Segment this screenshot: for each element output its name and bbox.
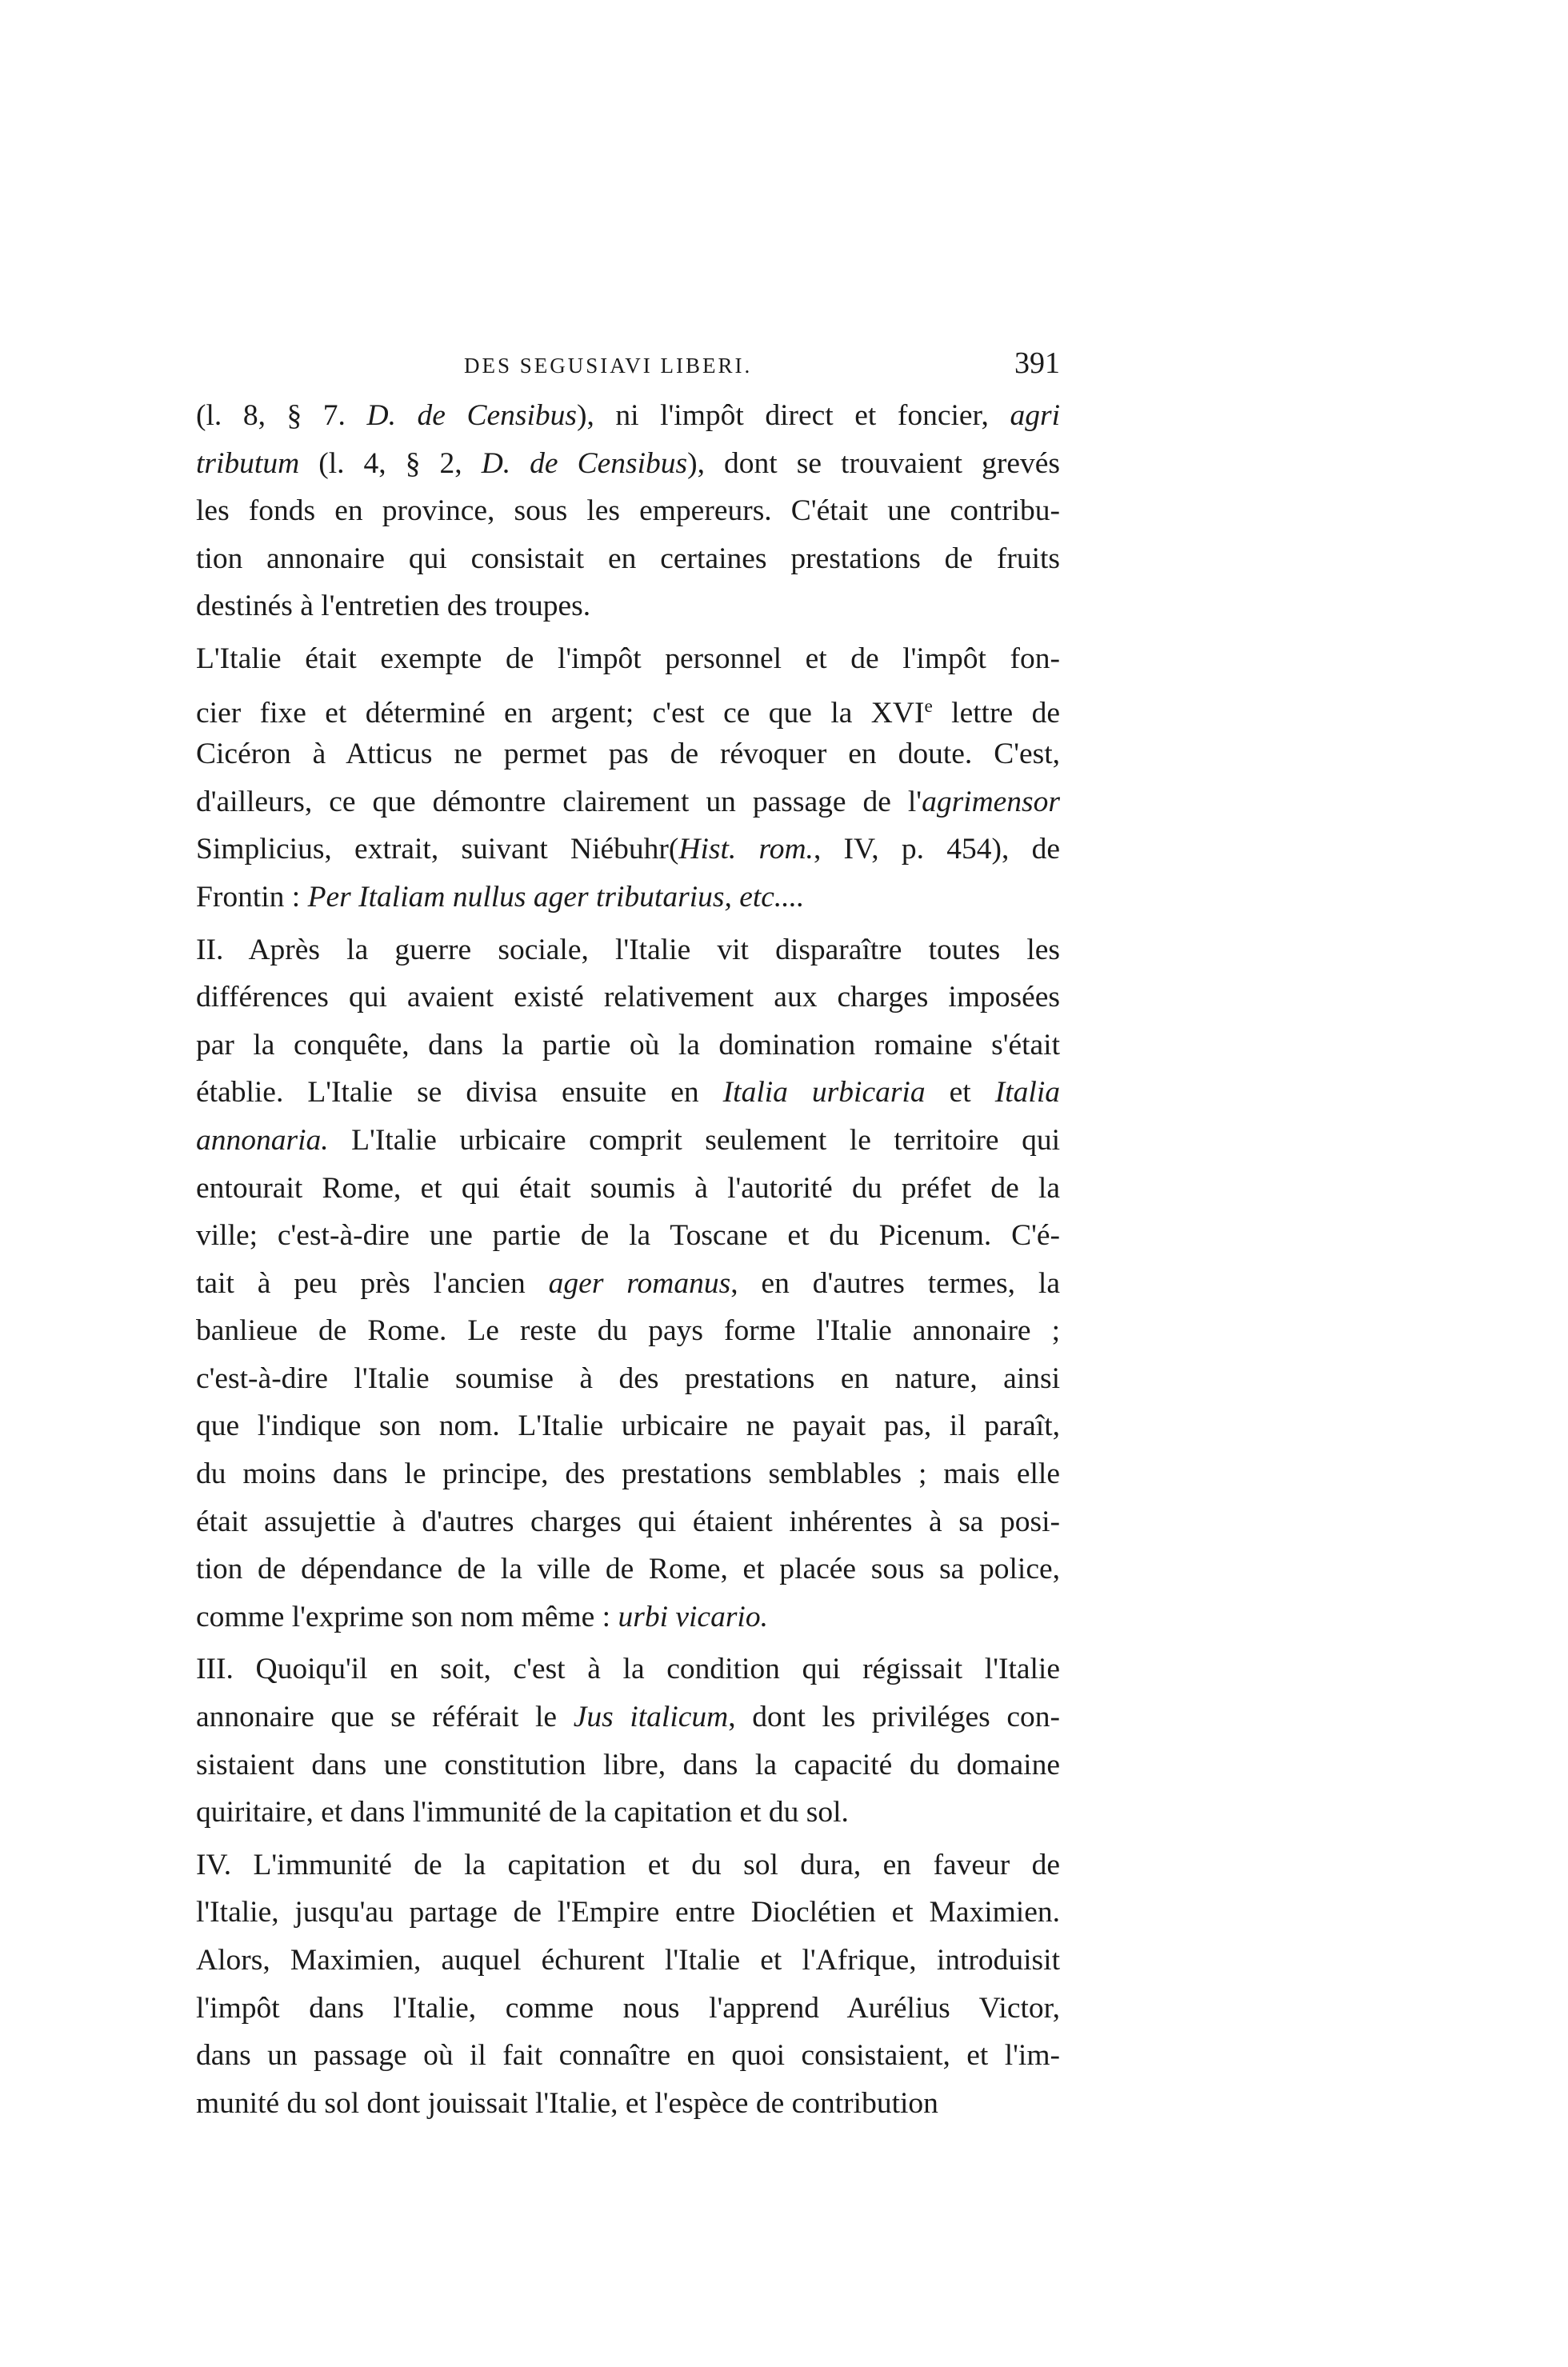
text-line <box>196 1841 1060 1889</box>
superscript: e <box>924 695 933 717</box>
text-line <box>196 487 1060 535</box>
text-line <box>196 778 1060 826</box>
paragraph <box>196 926 1060 1641</box>
text-line <box>196 635 1060 683</box>
text-run: lettre de <box>932 696 1060 730</box>
text-run: c'est-à-dire l'Italie soumise à des prestations en nature, ainsi <box>196 1361 1060 1395</box>
text-run: du moins dans le principe, des prestations semblables ; mais elle <box>196 1457 1060 1491</box>
text-line <box>196 1402 1060 1450</box>
text-run: dans un passage où il fait connaître en quoi consistaient, et l'im- <box>196 2039 1060 2073</box>
text-run: ville; c'est-à-dire une partie de la Toscane et du Picenum. C'é- <box>196 1219 1060 1253</box>
text-line <box>196 1307 1060 1355</box>
text-run: différences qui avaient existé relativement aux charges imposées <box>196 981 1060 1014</box>
text-line <box>196 1645 1060 1693</box>
italic-text: annonaria. <box>196 1123 329 1157</box>
text-line <box>196 1450 1060 1498</box>
italic-text: agrimensor <box>922 785 1060 818</box>
text-line <box>196 1355 1060 1403</box>
text-line <box>196 440 1060 488</box>
text-run: annonaire que se référait le <box>196 1701 574 1734</box>
italic-text: tributum <box>196 446 300 480</box>
text-line <box>196 1545 1060 1593</box>
text-run: Simplicius, extrait, suivant Niébuhr( <box>196 833 679 866</box>
text-run: L'Italie était exempte de l'impôt personnel et de l'impôt fon- <box>196 642 1060 675</box>
text-line <box>196 1741 1060 1789</box>
text-line <box>196 1117 1060 1165</box>
italic-text: D. de Censibus <box>481 446 688 480</box>
page-header <box>196 346 1060 394</box>
text-line <box>196 535 1060 583</box>
italic-text: urbi vicario. <box>618 1600 768 1633</box>
text-line <box>196 392 1060 440</box>
italic-text: Jus italicum <box>573 1701 729 1734</box>
text-line <box>196 2032 1060 2080</box>
italic-text: ager romanus <box>548 1266 731 1300</box>
text-run: l'impôt dans l'Italie, comme nous l'apprend Aurélius Victor, <box>196 1991 1060 2025</box>
text-run: comme l'exprime son nom même : <box>196 1600 618 1633</box>
text-line <box>196 683 1060 731</box>
text-run: banlieue de Rome. Le reste du pays forme l'Italie annonaire ; <box>196 1314 1060 1348</box>
text-line <box>196 1165 1060 1213</box>
running-head: DES SEGUSIAVI LIBERI. <box>464 354 753 378</box>
text-run: ), dont se trouvaient grevés <box>687 446 1060 480</box>
body-text <box>196 392 1060 2127</box>
text-line <box>196 2080 1060 2128</box>
text-run: Cicéron à Atticus ne permet pas de révoquer en doute. C'est, <box>196 738 1060 771</box>
page-number: 391 <box>1014 346 1060 380</box>
text-run: munité du sol dont jouissait l'Italie, et l'espèce de contribution <box>196 2086 938 2120</box>
text-run: cier fixe et déterminé en argent; c'est ce que la XVI <box>196 696 925 730</box>
text-run: d'ailleurs, ce que démontre clairement un passage de l' <box>196 785 922 818</box>
text-line <box>196 1985 1060 2033</box>
text-run: entourait Rome, et qui était soumis à l'autorité du préfet de la <box>196 1171 1060 1205</box>
text-line <box>196 1937 1060 1985</box>
text-run: l'Italie, jusqu'au partage de l'Empire entre Dioclétien et Maximien. <box>196 1896 1060 1929</box>
text-run: , en d'autres termes, la <box>730 1266 1060 1300</box>
italic-text: Italia <box>994 1076 1060 1110</box>
text-run: Alors, Maximien, auquel échurent l'Italie et l'Afrique, introduisit <box>196 1944 1060 1977</box>
text-line <box>196 1260 1060 1308</box>
text-run: , dont les priviléges con- <box>728 1701 1060 1734</box>
text-line <box>196 1789 1060 1837</box>
text-run: (l. 4, § 2, <box>299 446 482 480</box>
text-run: tait à peu près l'ancien <box>196 1266 549 1300</box>
italic-text: Italia urbicaria <box>722 1076 926 1110</box>
text-line <box>196 926 1060 974</box>
text-run: quiritaire, et dans l'immunité de la capitation et du sol. <box>196 1796 849 1829</box>
text-line <box>196 1022 1060 1070</box>
text-run: était assujettie à d'autres charges qui étaient inhérentes à sa posi- <box>196 1505 1060 1538</box>
text-run: ), ni l'impôt direct et foncier, <box>576 399 1010 432</box>
text-run: et <box>925 1076 995 1110</box>
text-run: Frontin : <box>196 880 308 914</box>
text-line <box>196 826 1060 874</box>
italic-text: agri <box>1010 399 1060 432</box>
text-run: tion annonaire qui consistait en certaines prestations de fruits <box>196 542 1060 575</box>
text-line <box>196 1593 1060 1641</box>
text-run: que l'indique son nom. L'Italie urbicaire ne payait pas, il paraît, <box>196 1409 1060 1443</box>
text-run: II. Après la guerre sociale, l'Italie vit disparaître toutes les <box>196 933 1060 966</box>
text-line <box>196 1889 1060 1937</box>
text-run: tion de dépendance de la ville de Rome, et placée sous sa police, <box>196 1553 1060 1586</box>
paragraph <box>196 392 1060 630</box>
text-run: les fonds en province, sous les empereurs. C'était une contribu- <box>196 494 1060 528</box>
text-run: par la conquête, dans la partie où la domination romaine s'était <box>196 1028 1060 1062</box>
text-line <box>196 730 1060 778</box>
paragraph <box>196 1645 1060 1836</box>
italic-text: Hist. rom. <box>678 833 814 866</box>
text-run: sistaient dans une constitution libre, dans la capacité du domaine <box>196 1748 1060 1781</box>
text-run: établie. L'Italie se divisa ensuite en <box>196 1076 723 1110</box>
text-run: (l. 8, § 7. <box>196 399 367 432</box>
text-line <box>196 1212 1060 1260</box>
text-line <box>196 582 1060 630</box>
text-run: L'Italie urbicaire comprit seulement le territoire qui <box>328 1123 1060 1157</box>
paragraph <box>196 635 1060 922</box>
italic-text: D. de Censibus <box>366 399 577 432</box>
text-line <box>196 874 1060 922</box>
text-run: , IV, p. 454), de <box>813 833 1061 866</box>
text-line <box>196 974 1060 1022</box>
text-line <box>196 1069 1060 1117</box>
text-line <box>196 1498 1060 1546</box>
italic-text: Per Italiam nullus ager tributarius, etc.... <box>307 880 805 914</box>
paragraph <box>196 1841 1060 2128</box>
text-run: IV. L'immunité de la capitation et du sol dura, en faveur de <box>196 1848 1060 1881</box>
text-run: destinés à l'entretien des troupes. <box>196 590 591 623</box>
text-line <box>196 1693 1060 1741</box>
text-run: III. Quoiqu'il en soit, c'est à la condition qui régissait l'Italie <box>196 1653 1060 1686</box>
